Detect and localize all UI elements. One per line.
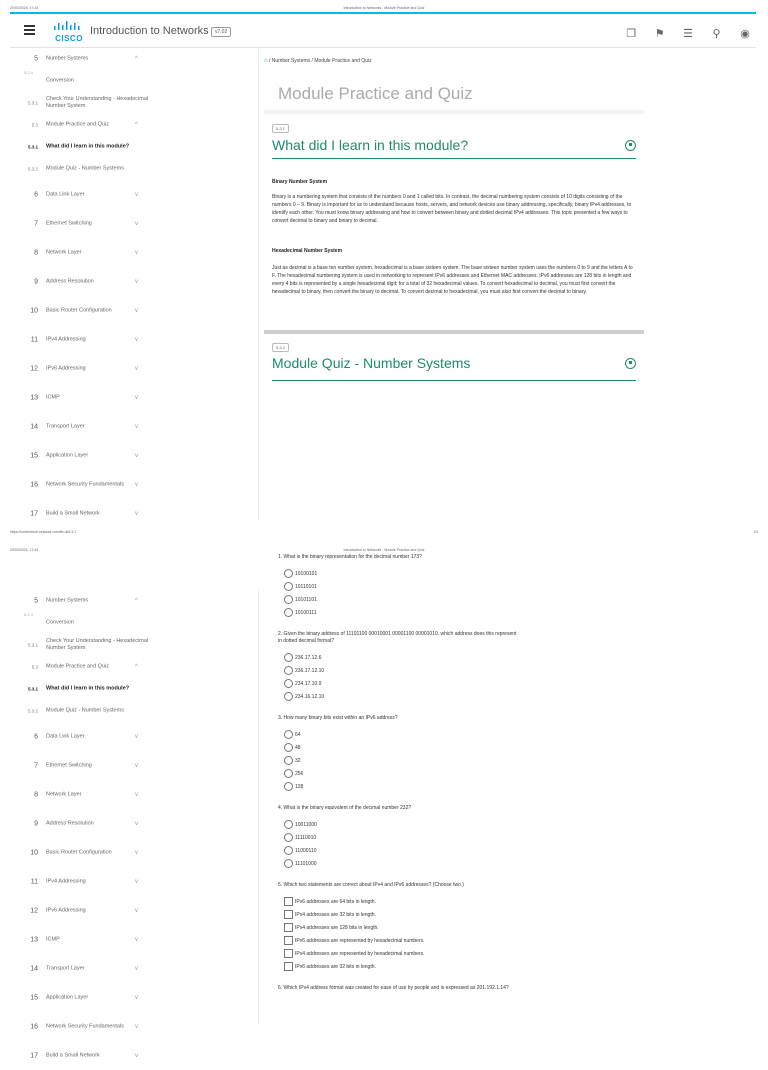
radio-button[interactable]: [284, 569, 293, 578]
radio-button[interactable]: [284, 666, 293, 675]
chevron-down-icon[interactable]: v: [135, 936, 138, 943]
sidebar-item[interactable]: [10, 634, 258, 656]
chevron-down-icon[interactable]: v: [135, 762, 138, 769]
sidebar-item-label: Basic Router Configuration: [46, 849, 112, 855]
quiz-question: [278, 985, 578, 992]
chevron-down-icon[interactable]: v: [135, 394, 138, 401]
sidebar-item[interactable]: [10, 48, 258, 70]
section-rule: [272, 380, 636, 381]
sidebar-item-number: 5.3.2: [27, 166, 38, 172]
question-text: 2. Given the binary address of 11101100 00010001 00001100 00001010, which address does this represent in dotted decimal format?: [278, 631, 517, 644]
answer-option[interactable]: [278, 921, 578, 934]
chevron-down-icon[interactable]: v: [135, 510, 138, 517]
answer-label: 10110101: [295, 583, 317, 590]
sidebar-item-label: Ethernet Switching: [46, 762, 92, 768]
breadcrumb-sep: /: [311, 58, 313, 64]
sidebar-item-label: Data Link Layer: [46, 733, 85, 739]
sidebar-item[interactable]: [10, 780, 258, 809]
answer-option[interactable]: [278, 780, 578, 793]
menu-icon[interactable]: [24, 25, 35, 35]
answer-label: 48: [295, 744, 301, 751]
sidebar-item-label: IPv4 Addressing: [46, 878, 86, 884]
section-title: What did I learn in this module?: [272, 137, 469, 153]
answer-option[interactable]: [278, 960, 578, 973]
answer-label: 11000110: [295, 847, 317, 854]
answer-option[interactable]: [278, 580, 578, 593]
sidebar-item-label: Check Your Understanding - Hexadecimal Number System: [46, 638, 149, 651]
answer-label: 32: [295, 757, 301, 764]
answer-label: 234.17.10.9: [295, 680, 322, 687]
sidebar-nav: [10, 48, 258, 520]
sidebar-item-label: Application Layer: [46, 452, 89, 458]
home-icon[interactable]: ⌂: [264, 58, 268, 64]
sidebar-item[interactable]: [10, 678, 258, 700]
logo-text: CISCO: [55, 34, 83, 43]
sidebar-item[interactable]: [10, 700, 258, 722]
radio-button[interactable]: [284, 782, 293, 791]
sidebar-item[interactable]: [10, 590, 258, 612]
chevron-down-icon[interactable]: v: [135, 423, 138, 430]
sidebar-item[interactable]: [10, 612, 258, 634]
cisco-logo: [52, 21, 86, 43]
sidebar-item-label: Module Practice and Quiz: [46, 121, 109, 128]
breadcrumb-number-systems[interactable]: Number Systems: [271, 58, 311, 64]
sidebar-item[interactable]: [10, 238, 258, 267]
sidebar-item-label: Ethernet Switching: [46, 220, 92, 226]
page-title: Module Practice and Quiz: [278, 84, 473, 103]
sidebar-item-number: 6: [34, 733, 38, 740]
sidebar-item-number: 14: [30, 965, 38, 972]
answer-label: 10100111: [295, 609, 317, 616]
sidebar-item-number: 5.3: [31, 122, 38, 128]
answer-option[interactable]: [278, 690, 578, 703]
question-text: 6. Which IPv4 address format was created for ease of use by people and is expressed as 201.192.1.14?: [278, 985, 509, 991]
sidebar-item-label: What did I learn in this module?: [46, 143, 130, 150]
answer-label: 256: [295, 770, 304, 777]
chevron-down-icon[interactable]: v: [135, 1023, 138, 1030]
accent-bar: [10, 12, 756, 14]
sidebar-item-label: Module Quiz - Number Systems: [46, 165, 124, 172]
radio-button[interactable]: [284, 679, 293, 688]
sidebar-item-number: 17: [30, 510, 38, 517]
sidebar-item-number: 7: [34, 762, 38, 769]
chevron-down-icon[interactable]: v: [135, 249, 138, 256]
sidebar-item-number: 11: [30, 336, 38, 343]
sidebar-item-label: What did I learn in this module?: [46, 685, 130, 692]
radio-button[interactable]: [284, 756, 293, 765]
resources-icon[interactable]: ❐: [626, 28, 637, 40]
radio-button[interactable]: [284, 692, 293, 701]
answer-option[interactable]: [278, 741, 578, 754]
answer-label: 236.17.12.10: [295, 667, 325, 674]
chevron-down-icon[interactable]: v: [135, 733, 138, 740]
sidebar-item-label: Address Resolution: [46, 820, 94, 826]
sidebar-item-label: Number Systems: [46, 55, 89, 62]
sidebar-item[interactable]: [10, 412, 258, 441]
answer-label: IPv4 addresses are 128 bits in length.: [295, 924, 379, 931]
answer-option[interactable]: [278, 728, 578, 741]
sidebar-item-label: Transport Layer: [46, 423, 85, 429]
sidebar-item-number: 15: [30, 994, 38, 1001]
sidebar-item-number: 13: [30, 394, 38, 401]
sidebar-item-label: IPv6 Addressing: [46, 365, 86, 371]
sidebar-item-label: Check Your Understanding - Hexadecimal Number System: [46, 96, 149, 109]
answer-option[interactable]: [278, 831, 578, 844]
sidebar-item[interactable]: [10, 383, 258, 412]
sidebar-item-label: Network Layer: [46, 791, 82, 797]
bookmark-icon[interactable]: ⚑: [654, 28, 665, 40]
answer-option[interactable]: [278, 934, 578, 947]
section-badge: 5.3.1: [272, 124, 289, 133]
sidebar-item-number: 7: [34, 220, 38, 227]
sidebar-item[interactable]: [10, 983, 258, 1012]
answer-label: IPv6 addresses are represented by hexadecimal numbers.: [295, 937, 425, 944]
sidebar-item-number: 5.3.1: [27, 100, 38, 106]
sidebar-item[interactable]: [10, 325, 258, 354]
sidebar-item[interactable]: [10, 296, 258, 325]
answer-option[interactable]: [278, 857, 578, 870]
breadcrumb-current: Module Practice and Quiz: [314, 58, 372, 64]
sidebar-item-number: 17: [30, 1052, 38, 1059]
quiz-question: [278, 882, 578, 973]
sidebar-item[interactable]: [10, 1012, 258, 1041]
answer-option[interactable]: [278, 818, 578, 831]
sidebar-item-number: 10: [30, 849, 38, 856]
radio-button[interactable]: [284, 820, 293, 829]
chevron-down-icon[interactable]: v: [135, 191, 138, 198]
sidebar-item-number: 6: [34, 191, 38, 198]
sidebar-item[interactable]: [10, 867, 258, 896]
chevron-down-icon[interactable]: v: [135, 820, 138, 827]
sidebar-item-number: 12: [30, 365, 38, 372]
answer-option[interactable]: [278, 908, 578, 921]
sidebar-item-label: Number Systems: [46, 597, 89, 604]
sidebar-item[interactable]: [10, 838, 258, 867]
answer-option[interactable]: [278, 664, 578, 677]
sidebar-item-number: 5.3.1: [27, 144, 38, 150]
sidebar-item-number: 5.3.2: [27, 708, 38, 714]
content-heading: Hexadecimal Number System: [272, 248, 343, 254]
answer-option[interactable]: [278, 767, 578, 780]
answer-option[interactable]: [278, 651, 578, 664]
sidebar-item-label: Build a Small Network: [46, 510, 100, 516]
section-rule: [272, 158, 636, 159]
answer-label: 236.17.12.6: [295, 654, 322, 661]
answer-label: IPv4 addresses are 32 bits in length.: [295, 911, 376, 918]
sidebar-item[interactable]: [10, 722, 258, 751]
sidebar-item[interactable]: [10, 896, 258, 925]
quiz-question: [278, 554, 578, 619]
sidebar-item-label: Conversion: [46, 77, 74, 84]
answer-option[interactable]: [278, 754, 578, 767]
sidebar-item-label: Network Security Fundamentals: [46, 1023, 124, 1029]
content-paragraph: Just as decimal is a base ten number system, hexadecimal is a base sixteen system. The base sixteen number system uses the numbers 0 to 9 and the letters A to F. The hexadecimal numbering system is used in networking to represent IPv6 addresses and Ethernet MAC addresses. IPv6 addresses are 128 bits in length and every 4 bits is represented by a single hexadecimal digit; for a total of 32 hexadecimal values. To convert hexadecimal to decimal, you must first convert the hexadecimal to binary, then convert the binary to decimal. To convert decimal to hexadecimal, you must also first convert the decimal to binary.: [272, 265, 633, 295]
sidebar-item[interactable]: [10, 809, 258, 838]
quiz-question: [278, 715, 578, 793]
search-icon[interactable]: ⚲: [712, 28, 721, 40]
quiz-question: [278, 631, 578, 703]
sidebar-item-number: 16: [30, 481, 38, 488]
checkbox[interactable]: [284, 897, 293, 906]
answer-label: 11101000: [295, 860, 317, 867]
sidebar-item-number: 15: [30, 452, 38, 459]
answer-label: 10100101: [295, 570, 318, 577]
chevron-up-icon[interactable]: ^: [135, 664, 138, 670]
sidebar-item-label: Conversion: [46, 619, 74, 626]
sidebar-item-number: 12: [30, 907, 38, 914]
chevron-up-icon[interactable]: ^: [135, 122, 138, 128]
answer-label: IPv6 addresses are 32 bits in length.: [295, 963, 376, 970]
sidebar-item[interactable]: [10, 954, 258, 983]
radio-button[interactable]: [284, 582, 293, 591]
sidebar-item-label: IPv4 Addressing: [46, 336, 86, 342]
sidebar-item[interactable]: [10, 470, 258, 499]
sidebar-item[interactable]: [10, 158, 258, 180]
print-title: Introduction to Networks - Module Practice and Quiz: [343, 548, 425, 552]
chevron-down-icon[interactable]: v: [135, 791, 138, 798]
chevron-down-icon[interactable]: v: [135, 878, 138, 885]
sidebar-item[interactable]: [10, 70, 258, 92]
sidebar-divider: [258, 48, 259, 520]
sidebar-item-number: 16: [30, 1023, 38, 1030]
checkbox[interactable]: [284, 949, 293, 958]
radio-button[interactable]: [284, 608, 293, 617]
sidebar-item-number: 5: [34, 55, 38, 63]
sidebar-item[interactable]: [10, 441, 258, 470]
sidebar-item-number: 5.3: [31, 664, 38, 670]
print-title: Introduction to Networks - Module Practice and Quiz: [343, 6, 425, 10]
answer-option[interactable]: [278, 947, 578, 960]
sidebar-item-number: 9: [34, 820, 38, 827]
answer-label: 64: [295, 731, 301, 738]
quiz-question: [278, 805, 578, 870]
sidebar-item-number: 10: [30, 307, 38, 314]
checkbox[interactable]: [284, 936, 293, 945]
sidebar-ghost-number: 5.2.4: [24, 70, 33, 75]
sidebar-item[interactable]: [10, 925, 258, 954]
chevron-down-icon[interactable]: v: [135, 278, 138, 285]
sidebar-item[interactable]: [10, 656, 258, 678]
answer-label: IPv4 addresses are represented by hexadecimal numbers.: [295, 950, 425, 957]
sidebar-item-label: Network Layer: [46, 249, 82, 255]
sidebar-item-label: IPv6 Addressing: [46, 907, 86, 913]
sidebar-item[interactable]: [10, 114, 258, 136]
question-text: 4. What is the binary equivalent of the decimal number 232?: [278, 805, 412, 811]
quiz: [278, 554, 578, 1004]
breadcrumb: [264, 58, 372, 64]
chevron-up-icon[interactable]: ^: [135, 56, 138, 62]
answer-option[interactable]: [278, 593, 578, 606]
sidebar-item-label: ICMP: [46, 394, 60, 400]
chevron-down-icon[interactable]: v: [135, 336, 138, 343]
chevron-down-icon[interactable]: v: [135, 965, 138, 972]
section-divider: [264, 330, 644, 334]
chevron-down-icon[interactable]: v: [135, 994, 138, 1001]
checkbox[interactable]: [284, 910, 293, 919]
answer-option[interactable]: [278, 844, 578, 857]
chevron-down-icon[interactable]: v: [135, 452, 138, 459]
radio-button[interactable]: [284, 846, 293, 855]
print-date: 20/03/2024, 17:43: [10, 6, 39, 10]
course-title: Introduction to Networks: [90, 25, 209, 37]
sidebar-item-number: 14: [30, 423, 38, 430]
answer-label: 11110010: [295, 834, 317, 841]
sidebar-item[interactable]: [10, 209, 258, 238]
radio-button[interactable]: [284, 833, 293, 842]
radio-button[interactable]: [284, 769, 293, 778]
chevron-down-icon[interactable]: v: [135, 849, 138, 856]
chevron-down-icon[interactable]: v: [135, 907, 138, 914]
chevron-down-icon[interactable]: v: [135, 307, 138, 314]
sidebar-item-number: 8: [34, 249, 38, 256]
checkbox[interactable]: [284, 923, 293, 932]
sidebar-nav: [10, 590, 258, 1059]
sidebar-item-label: Address Resolution: [46, 278, 94, 284]
card-top: [264, 110, 644, 114]
question-text: 3. How many binary bits exist within an IPv6 address?: [278, 715, 398, 721]
question-text: 1. What is the binary representation for the decimal number 173?: [278, 554, 422, 560]
sidebar-item-number: 8: [34, 791, 38, 798]
sidebar-item-number: 5.3.1: [27, 642, 38, 648]
radio-button[interactable]: [284, 730, 293, 739]
version-badge: v7.02: [211, 27, 231, 37]
sidebar-item[interactable]: [10, 354, 258, 383]
radio-button[interactable]: [284, 859, 293, 868]
section-title: Module Quiz - Number Systems: [272, 355, 471, 371]
sidebar-item-number: 13: [30, 936, 38, 943]
sidebar-ghost-number: 5.2.4: [24, 612, 33, 617]
answer-label: 128: [295, 783, 304, 790]
globe-icon[interactable]: ◉: [740, 28, 750, 40]
section-badge: 5.3.2: [272, 343, 289, 352]
sidebar-item-label: Network Security Fundamentals: [46, 481, 124, 487]
sidebar-divider: [258, 590, 259, 1024]
answer-option[interactable]: [278, 606, 578, 619]
answer-label: 10101101: [295, 596, 317, 603]
print-footer: [10, 530, 758, 538]
sidebar-item-label: Basic Router Configuration: [46, 307, 112, 313]
sidebar-item[interactable]: [10, 180, 258, 209]
sidebar-item-number: 5: [34, 597, 38, 605]
sidebar-item-label: Module Practice and Quiz: [46, 663, 109, 670]
radio-button[interactable]: [284, 595, 293, 604]
bookmark-section-icon[interactable]: [625, 358, 636, 369]
bookmark-section-icon[interactable]: [625, 140, 636, 151]
cisco-bridge-icon: [52, 21, 86, 33]
sidebar-item[interactable]: [10, 92, 258, 114]
answer-option[interactable]: [278, 895, 578, 908]
chevron-down-icon[interactable]: v: [135, 481, 138, 488]
sidebar-item[interactable]: [10, 751, 258, 780]
content-heading: Binary Number System: [272, 179, 328, 185]
header-icons: [614, 24, 752, 38]
sidebar-item[interactable]: [10, 267, 258, 296]
answer-option[interactable]: [278, 567, 578, 580]
sidebar-item-label: ICMP: [46, 936, 60, 942]
sidebar-item[interactable]: [10, 499, 258, 528]
list-icon[interactable]: ☰: [683, 28, 694, 40]
sidebar-item[interactable]: [10, 1041, 258, 1070]
sidebar-item-label: Build a Small Network: [46, 1052, 100, 1058]
sidebar-item-label: Data Link Layer: [46, 191, 85, 197]
checkbox[interactable]: [284, 962, 293, 971]
sidebar-item-label: Transport Layer: [46, 965, 85, 971]
radio-button[interactable]: [284, 653, 293, 662]
sidebar-item-number: 5.3.1: [27, 686, 38, 692]
chevron-down-icon[interactable]: v: [135, 220, 138, 227]
print-page: 1/4: [753, 530, 758, 534]
print-url: https://contenthub.netacad.com/itn-dl/5.3.1: [10, 530, 77, 534]
print-date: 20/03/2024, 17:43: [10, 548, 39, 552]
question-text: 5. Which two statements are correct about IPv4 and IPv6 addresses? (Choose two.): [278, 882, 464, 888]
sidebar-item[interactable]: [10, 136, 258, 158]
breadcrumb-sep: /: [269, 58, 271, 64]
sidebar-item-label: Application Layer: [46, 994, 89, 1000]
answer-label: IPv6 addresses are 64 bits in length.: [295, 898, 376, 905]
radio-button[interactable]: [284, 743, 293, 752]
answer-label: 10011000: [295, 821, 317, 828]
app-header: [10, 16, 756, 48]
content-paragraph: Binary is a numbering system that consists of the numbers 0 and 1 called bits. In contrast, the decimal numbering system consists of 10 digits consisting of the numbers 0 – 9. Binary is important for us to understand because hosts, servers, and network devices use binary addressing, specifically, binary IPv4 addresses, to identify each other. You must know binary addressing and how to convert between binary and dotted decimal IPv4 addresses. This topic presented a few ways to convert decimal to binary and binary to decimal.: [272, 194, 632, 224]
chevron-down-icon[interactable]: v: [135, 365, 138, 372]
answer-option[interactable]: [278, 677, 578, 690]
chevron-down-icon[interactable]: v: [135, 1052, 138, 1059]
answer-label: 234.16.12.10: [295, 693, 325, 700]
sidebar-item-number: 11: [30, 878, 38, 885]
sidebar-item-label: Module Quiz - Number Systems: [46, 707, 124, 714]
sidebar-item-number: 9: [34, 278, 38, 285]
chevron-up-icon[interactable]: ^: [135, 598, 138, 604]
